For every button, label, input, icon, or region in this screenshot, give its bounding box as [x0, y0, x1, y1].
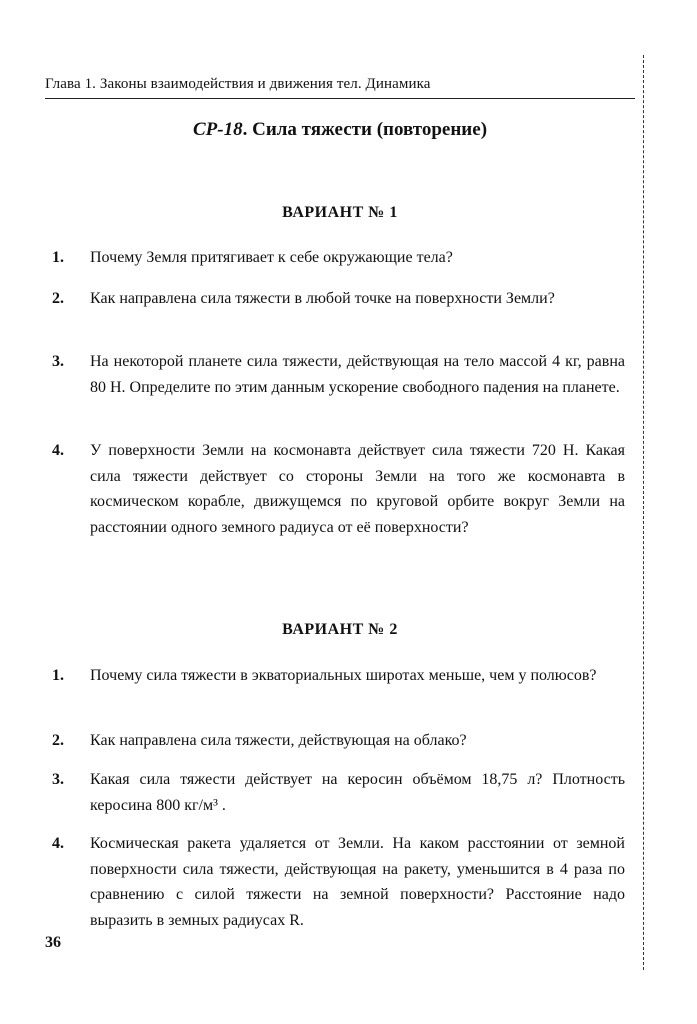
- variant-2-heading: ВАРИАНТ № 2: [282, 621, 398, 638]
- question-number: 3.: [52, 353, 64, 370]
- question-text: У поверхности Земли на космонавта действует сила тяжести 720 Н. Какая сила тяжести действует со стороны Земли на того же космонавта в космическом корабле, движущемся по круговой орбите вокруг Земли на расстоянии одного земного радиуса от её поверхности?: [90, 442, 625, 536]
- question-number: 2.: [52, 290, 64, 307]
- question-text: Космическая ракета удаляется от Земли. На каком расстоянии от земной поверхности сила тяжести, действующая на ракету, уменьшится в 4 раза по сравнению с силой тяжести на земной поверхности? Расстояние надо выразить в земных радиусах R.: [90, 835, 625, 929]
- section-code: СР-18: [192, 119, 243, 140]
- question-text: Почему сила тяжести в экваториальных широтах меньше, чем у полюсов?: [90, 667, 597, 684]
- question-number: 3.: [52, 771, 64, 788]
- running-header: Глава 1. Законы взаимодействия и движения тел. Динамика: [45, 76, 431, 92]
- page-number: 36: [45, 934, 61, 951]
- question-number: 4.: [52, 442, 64, 459]
- section-title-text: . Сила тяжести (повторение): [242, 119, 488, 140]
- question-number: 2.: [52, 732, 64, 749]
- question-number: 4.: [52, 835, 64, 852]
- question-text: На некоторой планете сила тяжести, действующая на тело массой 4 кг, равна 80 Н. Определите по этим данным ускорение свободного падения на планете.: [90, 353, 625, 396]
- question-text: Какая сила тяжести действует на керосин объёмом 18,75 л? Плотность керосина 800 кг/м³ .: [90, 771, 625, 814]
- question-number: 1.: [52, 667, 64, 684]
- variant-1-heading: ВАРИАНТ № 1: [282, 204, 398, 221]
- header-rule: [45, 98, 635, 99]
- question-number: 1.: [52, 249, 64, 266]
- question-text: Как направлена сила тяжести в любой точке на поверхности Земли?: [90, 290, 555, 307]
- question-text: Как направлена сила тяжести, действующая на облако?: [90, 732, 467, 749]
- question-text: Почему Земля притягивает к себе окружающие тела?: [90, 249, 453, 266]
- section-title: [45, 119, 635, 141]
- cut-line-divider: [643, 55, 644, 970]
